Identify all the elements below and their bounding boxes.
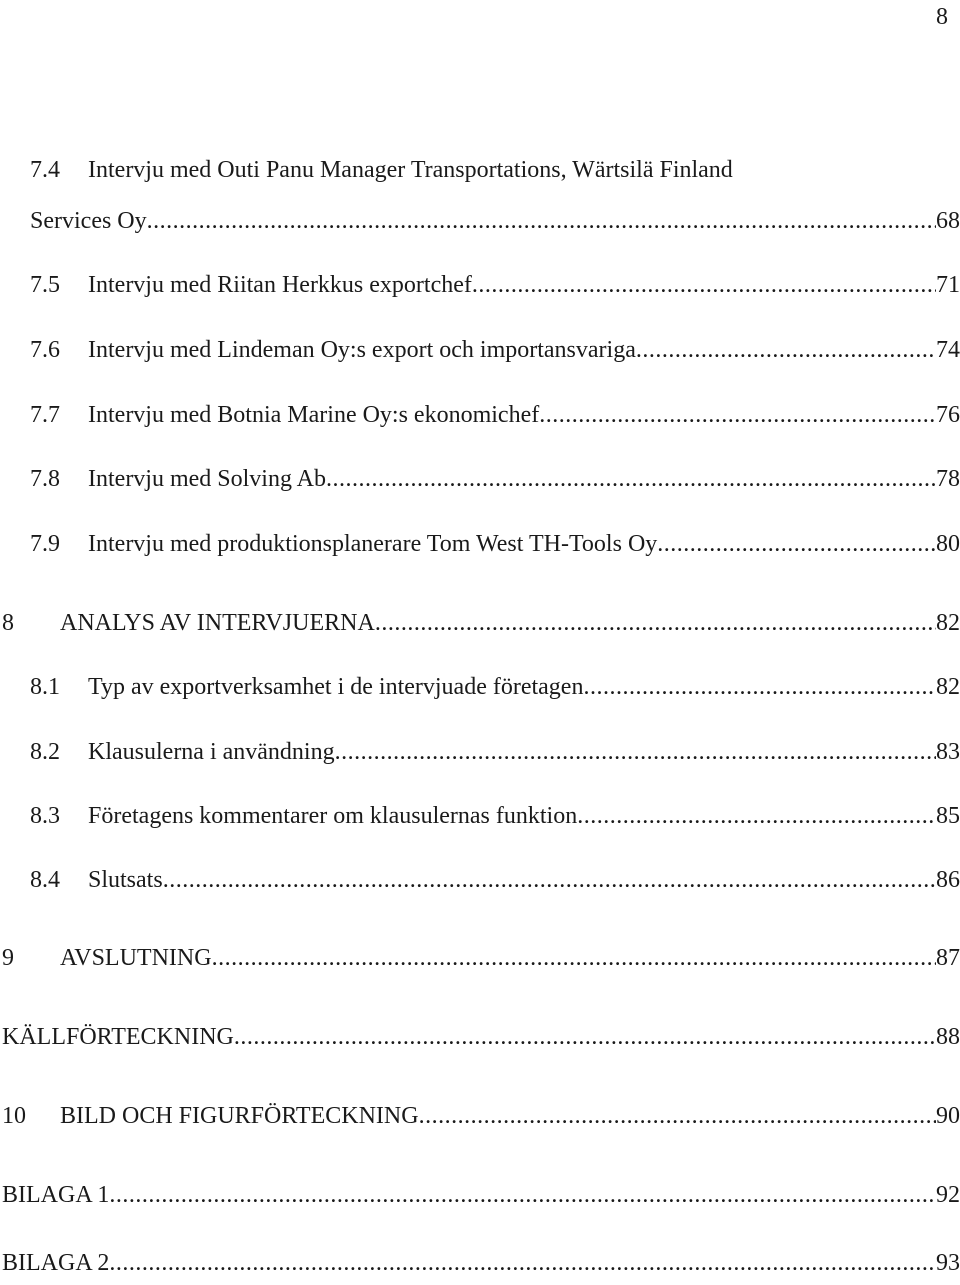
- toc-entry-number: 7.7: [30, 402, 60, 428]
- toc-entry-number: 9: [2, 945, 14, 971]
- toc-entry-page: 68: [936, 208, 960, 234]
- toc-entry-title: Typ av exportverksamhet i de intervjuade företagen: [88, 674, 584, 700]
- toc-entry-number: 8: [2, 610, 14, 636]
- toc-entry-page: 83: [936, 739, 960, 765]
- toc-entry-page: 85: [936, 803, 960, 829]
- toc-entry-page: 82: [936, 610, 960, 636]
- toc-dot-leader: [147, 204, 936, 238]
- toc-dot-leader: [163, 863, 936, 897]
- toc-dot-leader: [419, 1099, 936, 1133]
- toc-entry[interactable]: [0, 398, 960, 432]
- toc-dot-leader: [583, 670, 936, 704]
- toc-entry[interactable]: [0, 670, 960, 704]
- toc-entry[interactable]: [0, 863, 960, 897]
- page-number: 8: [936, 4, 948, 30]
- toc-entry[interactable]: [0, 1020, 960, 1054]
- toc-entry-page: 76: [936, 402, 960, 428]
- toc-entry-page: 74: [936, 337, 960, 363]
- toc-entry-title: ANALYS AV INTERVJUERNA: [60, 610, 375, 636]
- toc-entry[interactable]: [0, 333, 960, 367]
- toc-dot-leader: [472, 268, 936, 302]
- toc-entry-number: 7.8: [30, 466, 60, 492]
- toc-entry-page: 86: [936, 867, 960, 893]
- toc-entry[interactable]: [0, 462, 960, 496]
- toc-dot-leader: [234, 1020, 936, 1054]
- toc-dot-leader: [109, 1178, 936, 1212]
- toc-entry-page: 82: [936, 674, 960, 700]
- toc-entry-page: 71: [936, 272, 960, 298]
- toc-dot-leader: [326, 462, 936, 496]
- toc-entry[interactable]: [0, 1099, 960, 1133]
- toc-entry-number: 8.1: [30, 674, 60, 700]
- toc-entry-page: 87: [936, 945, 960, 971]
- toc-entry[interactable]: [0, 1246, 960, 1280]
- toc-entry-page: 92: [936, 1182, 960, 1208]
- toc-entry-title: BILD OCH FIGURFÖRTECKNING: [60, 1103, 419, 1129]
- toc-entry-title: Intervju med Solving Ab: [88, 466, 326, 492]
- toc-entry-title: KÄLLFÖRTECKNING: [2, 1024, 234, 1050]
- toc-dot-leader: [657, 527, 936, 561]
- toc-dot-leader: [212, 941, 936, 975]
- toc-entry[interactable]: [0, 153, 960, 187]
- toc-entry[interactable]: [0, 606, 960, 640]
- toc-dot-leader: [375, 606, 936, 640]
- toc-entry-number: 7.9: [30, 531, 60, 557]
- toc-entry[interactable]: [0, 735, 960, 769]
- toc-entry[interactable]: [0, 204, 960, 238]
- toc-entry-title: Företagens kommentarer om klausulernas funktion: [88, 803, 578, 829]
- toc-dot-leader: [335, 735, 936, 769]
- toc-dot-leader: [539, 398, 936, 432]
- toc-entry[interactable]: [0, 527, 960, 561]
- toc-entry-title: BILAGA 2: [2, 1250, 110, 1276]
- toc-entry-page: 93: [936, 1250, 960, 1276]
- toc-entry-title: Intervju med produktionsplanerare Tom West TH-Tools Oy: [88, 531, 658, 557]
- toc-entry-number: 7.6: [30, 337, 60, 363]
- toc-entry-title: Intervju med Botnia Marine Oy:s ekonomichef: [88, 402, 540, 428]
- toc-entry[interactable]: [0, 268, 960, 302]
- toc-entry-title: AVSLUTNING: [60, 945, 212, 971]
- toc-entry-page: 90: [936, 1103, 960, 1129]
- toc-entry-title: Intervju med Outi Panu Manager Transportations, Wärtsilä Finland: [88, 157, 733, 183]
- toc-entry-title: Intervju med Riitan Herkkus exportchef: [88, 272, 472, 298]
- toc-entry-page: 88: [936, 1024, 960, 1050]
- toc-entry-page: 78: [936, 466, 960, 492]
- toc-entry-number: 7.5: [30, 272, 60, 298]
- toc-dot-leader: [577, 799, 936, 833]
- toc-entry-title: Klausulerna i användning: [88, 739, 335, 765]
- toc-dot-leader: [636, 333, 936, 367]
- toc-entry-title: Intervju med Lindeman Oy:s export och importansvariga: [88, 337, 636, 363]
- toc-entry-page: 80: [936, 531, 960, 557]
- toc-entry-number: 10: [2, 1103, 26, 1129]
- toc-entry[interactable]: [0, 941, 960, 975]
- toc-entry-number: 8.2: [30, 739, 60, 765]
- toc-entry-number: 7.4: [30, 157, 60, 183]
- toc-entry-title: BILAGA 1: [2, 1182, 110, 1208]
- toc-entry[interactable]: [0, 1178, 960, 1212]
- toc-entry-number: 8.4: [30, 867, 60, 893]
- toc-entry-title: Services Oy: [30, 208, 147, 234]
- toc-dot-leader: [109, 1246, 936, 1280]
- toc-entry-number: 8.3: [30, 803, 60, 829]
- toc-entry-title: Slutsats: [88, 867, 163, 893]
- toc-entry[interactable]: [0, 799, 960, 833]
